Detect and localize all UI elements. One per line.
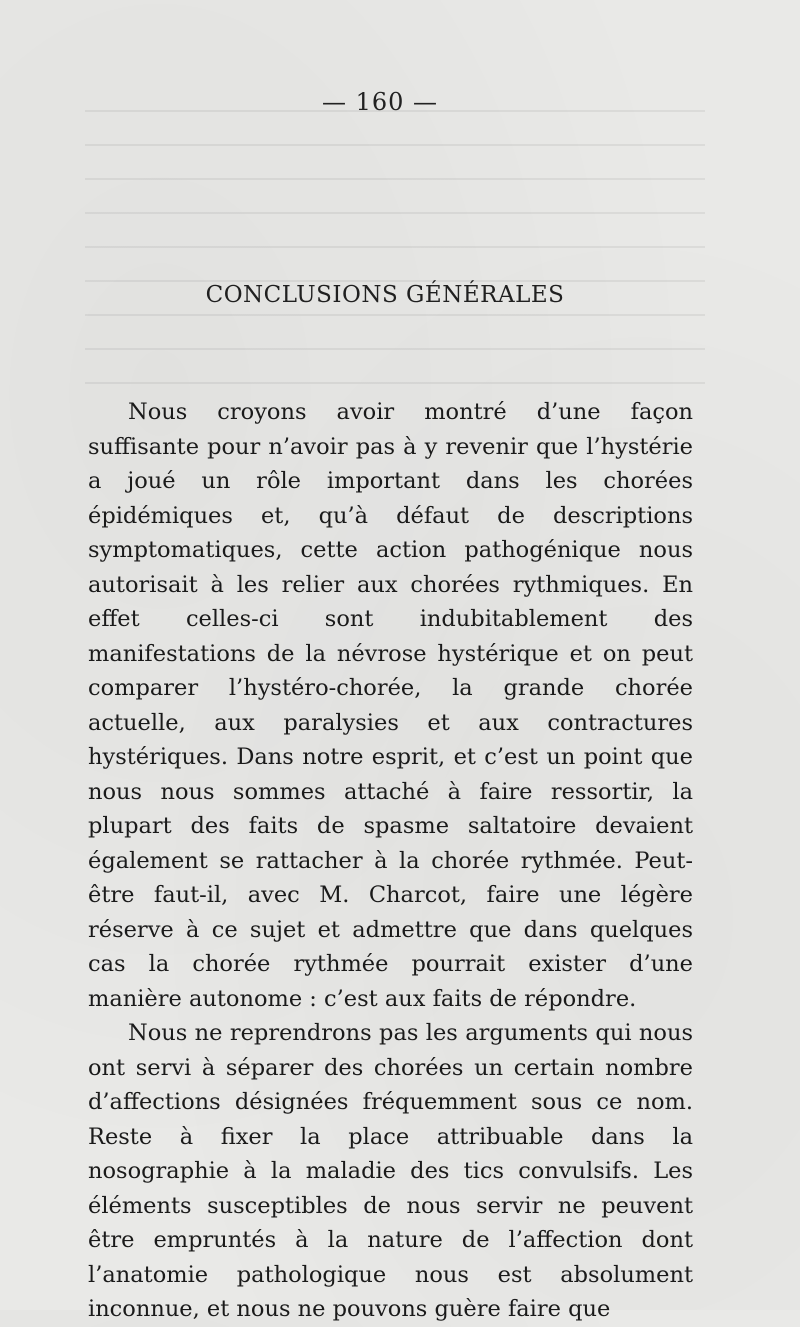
section-heading: CONCLUSIONS GÉNÉRALES	[205, 282, 565, 308]
body-text	[88, 395, 693, 1327]
paragraph-2: Nous ne reprendrons pas les arguments qui nous ont servi à séparer des chorées un certain nombre d’affections désignées fréquemment sous ce nom. Reste à fixer la place attribuable dans la nosographie à la maladie des tics convulsifs. Les éléments susceptibles de nous servir ne peuvent être empruntés à la nature de l’affection dont l’anatomie pathologique nous est absolument inconnue, et nous ne pouvons guère faire que	[88, 1020, 693, 1322]
show-through-texture	[85, 110, 705, 410]
paragraph-1: Nous croyons avoir montré d’une façon suffisante pour n’avoir pas à y revenir que l’hystérie a joué un rôle important dans les chorées épidémiques et, qu’à défaut de descriptions symptomatiques, cette action pathogénique nous autorisait à les relier aux chorées rythmiques. En effet celles-ci sont indubitablement des manifestations de la névrose hystérique et on peut comparer l’hystéro-chorée, la grande chorée actuelle, aux paralysies et aux contractures hystériques. Dans notre esprit, et c’est un point que nous nous sommes attaché à faire ressortir, la plupart des faits de spasme saltatoire devaient également se rattacher à la chorée rythmée. Peut-être faut-il, avec M. Charcot, faire une légère réserve à ce sujet et admettre que dans quelques cas la chorée rythmée pourrait exister d’une manière autonome : c’est aux faits de répondre.	[88, 399, 693, 1012]
page-number: — 160 —	[321, 88, 439, 116]
